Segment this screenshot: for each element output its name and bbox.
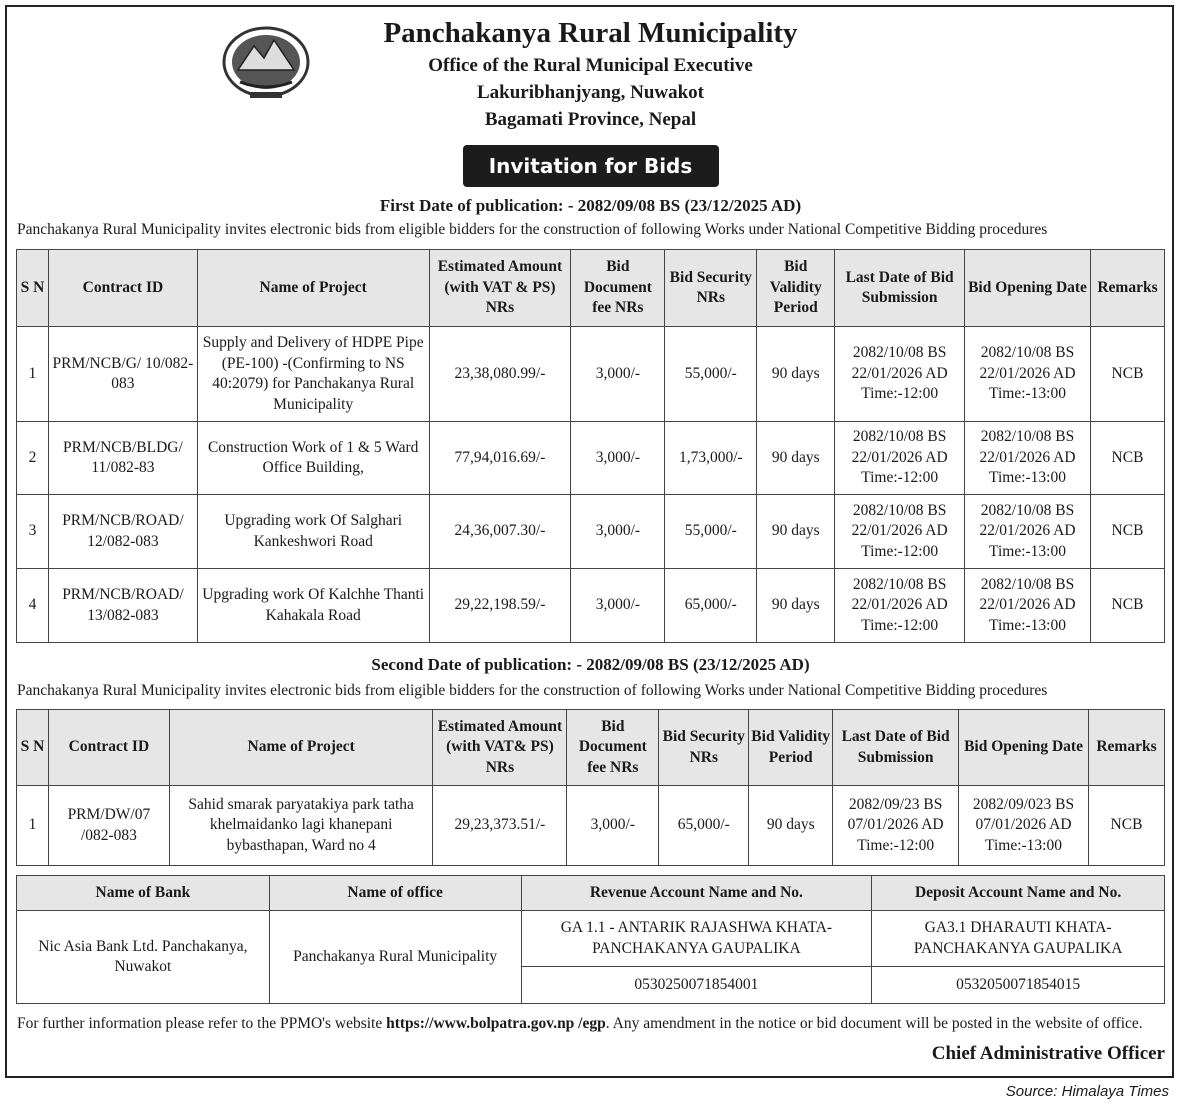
address-line-1: Lakuribhanjyang, Nuwakot [476,82,705,103]
column-header: Bid Opening Date [959,710,1089,786]
column-header: Bid Validity Period [757,250,835,327]
column-header: Bid Validity Period [749,710,833,786]
footer-text-after: . Any amendment in the notice or bid document will be posted in the website of office. [605,1015,1143,1032]
bank-name: Nic Asia Bank Ltd. Panchakanya, Nuwakot [17,911,270,1004]
cell-name: Supply and Delivery of HDPE Pipe (PE-100) -(Confirming to NS 40:2079) for Panchakanya Rural Municipality [197,327,429,422]
cell-sn: 1 [17,786,49,866]
revenue-account-no: 0530250071854001 [521,967,872,1004]
first-intro-text: Panchakanya Rural Municipality invites electronic bids from eligible bidders for the construction of following Works under National Competitive Bidding procedures [17,221,1048,238]
cell-amount: 29,22,198.59/- [429,569,571,643]
cell-fee: 3,000/- [571,495,665,569]
bids-table-first [16,249,1165,643]
cell-name: Construction Work of 1 & 5 Ward Office Building, [197,422,429,495]
cell-name: Upgrading work Of Kalchhe Thanti Kahakala Road [197,569,429,643]
column-header: Bid Security NRs [665,250,757,327]
second-intro-text: Panchakanya Rural Municipality invites electronic bids from eligible bidders for the construction of following Works under National Competitive Bidding procedures [17,682,1048,699]
column-header: Remarks [1090,250,1164,327]
cell-security: 65,000/- [659,786,749,866]
cell-remarks: NCB [1090,495,1164,569]
office-name: Office of the Rural Municipal Executive [428,55,753,76]
cell-fee: 3,000/- [567,786,659,866]
cell-validity: 90 days [749,786,833,866]
column-header: Name of Project [197,250,429,327]
column-header: Contract ID [48,710,169,786]
cell-security: 65,000/- [665,569,757,643]
footer-text-before: For further information please refer to the PPMO's website [17,1015,383,1032]
table-row [17,495,1165,569]
address-line-2: Bagamati Province, Nepal [484,109,697,130]
revenue-account-name: GA 1.1 - ANTARIK RAJASHWA KHATA- PANCHAKANYA GAUPALIKA [521,911,872,967]
table-row [17,786,1165,866]
column-header: Remarks [1088,710,1164,786]
cell-name: Sahid smarak paryatakiya park tatha khelmaidanko lagi khanepani bybasthapan, Ward no 4 [169,786,433,866]
cell-fee: 3,000/- [571,327,665,422]
cell-security: 1,73,000/- [665,422,757,495]
cell-opening: 2082/10/08 BS 22/01/2026 AD Time:-13:00 [965,327,1091,422]
source-credit: Source: Himalaya Times [1005,1083,1169,1100]
cell-sn: 1 [17,327,49,422]
cell-last-date: 2082/10/08 BS 22/01/2026 AD Time:-12:00 [835,569,965,643]
cell-id: PRM/NCB/ROAD/ 13/082-083 [48,569,197,643]
bank-col-revenue: Revenue Account Name and No. [521,876,872,911]
cell-amount: 24,36,007.30/- [429,495,571,569]
letterhead [0,14,1181,133]
cell-id: PRM/DW/07 /082-083 [48,786,169,866]
cell-id: PRM/NCB/BLDG/ 11/082-83 [48,422,197,495]
cell-last-date: 2082/10/08 BS 22/01/2026 AD Time:-12:00 [835,495,965,569]
ppmo-website-link[interactable]: https://www.bolpatra.gov.np /egp [386,1015,606,1032]
deposit-account-no: 0532050071854015 [872,967,1165,1004]
cell-last-date: 2082/09/23 BS 07/01/2026 AD Time:-12:00 [833,786,959,866]
signatory-title: Chief Administrative Officer [931,1043,1165,1064]
cell-opening: 2082/10/08 BS 22/01/2026 AD Time:-13:00 [965,495,1091,569]
cell-amount: 77,94,016.69/- [429,422,571,495]
second-publication-date: Second Date of publication: - 2082/09/08 BS (23/12/2025 AD) [371,655,810,674]
footer-note [17,1013,1167,1034]
cell-remarks: NCB [1090,422,1164,495]
cell-id: PRM/NCB/G/ 10/082-083 [48,327,197,422]
cell-opening: 2082/10/08 BS 22/01/2026 AD Time:-13:00 [965,422,1091,495]
bank-col-deposit: Deposit Account Name and No. [872,876,1165,911]
cell-opening: 2082/09/023 BS 07/01/2026 AD Time:-13:00 [959,786,1089,866]
cell-amount: 29,23,373.51/- [433,786,567,866]
column-header: Last Date of Bid Submission [833,710,959,786]
municipality-title: Panchakanya Rural Municipality [383,17,798,49]
cell-fee: 3,000/- [571,569,665,643]
invitation-banner: Invitation for Bids [463,145,719,187]
column-header: S N [17,710,49,786]
cell-remarks: NCB [1090,327,1164,422]
column-header: Estimated Amount (with VAT & PS) NRs [429,250,571,327]
first-publication-date: First Date of publication: - 2082/09/08 BS (23/12/2025 AD) [379,196,802,215]
cell-sn: 2 [17,422,49,495]
table-header-row [17,710,1165,786]
column-header: Bid Document fee NRs [571,250,665,327]
column-header: Name of Project [169,710,433,786]
cell-remarks: NCB [1090,569,1164,643]
column-header: Bid Opening Date [965,250,1091,327]
table-row [17,569,1165,643]
cell-security: 55,000/- [665,495,757,569]
bank-col-office: Name of office [269,876,521,911]
column-header: Last Date of Bid Submission [835,250,965,327]
cell-validity: 90 days [757,327,835,422]
cell-name: Upgrading work Of Salghari Kankeshwori Road [197,495,429,569]
bank-col-bank: Name of Bank [17,876,270,911]
column-header: Bid Document fee NRs [567,710,659,786]
cell-last-date: 2082/10/08 BS 22/01/2026 AD Time:-12:00 [835,422,965,495]
table-row [17,327,1165,422]
cell-sn: 4 [17,569,49,643]
cell-fee: 3,000/- [571,422,665,495]
cell-last-date: 2082/10/08 BS 22/01/2026 AD Time:-12:00 [835,327,965,422]
table-header-row [17,250,1165,327]
bids-table-second [16,709,1165,866]
column-header: S N [17,250,49,327]
cell-opening: 2082/10/08 BS 22/01/2026 AD Time:-13:00 [965,569,1091,643]
cell-validity: 90 days [757,422,835,495]
cell-remarks: NCB [1088,786,1164,866]
cell-amount: 23,38,080.99/- [429,327,571,422]
column-header: Estimated Amount (with VAT& PS) NRs [433,710,567,786]
table-row [17,422,1165,495]
office-name-cell: Panchakanya Rural Municipality [269,911,521,1004]
deposit-account-name: GA3.1 DHARAUTI KHATA- PANCHAKANYA GAUPALIKA [872,911,1165,967]
cell-sn: 3 [17,495,49,569]
cell-validity: 90 days [757,569,835,643]
cell-security: 55,000/- [665,327,757,422]
cell-validity: 90 days [757,495,835,569]
bank-table [16,875,1165,1004]
cell-id: PRM/NCB/ROAD/ 12/082-083 [48,495,197,569]
column-header: Bid Security NRs [659,710,749,786]
column-header: Contract ID [48,250,197,327]
